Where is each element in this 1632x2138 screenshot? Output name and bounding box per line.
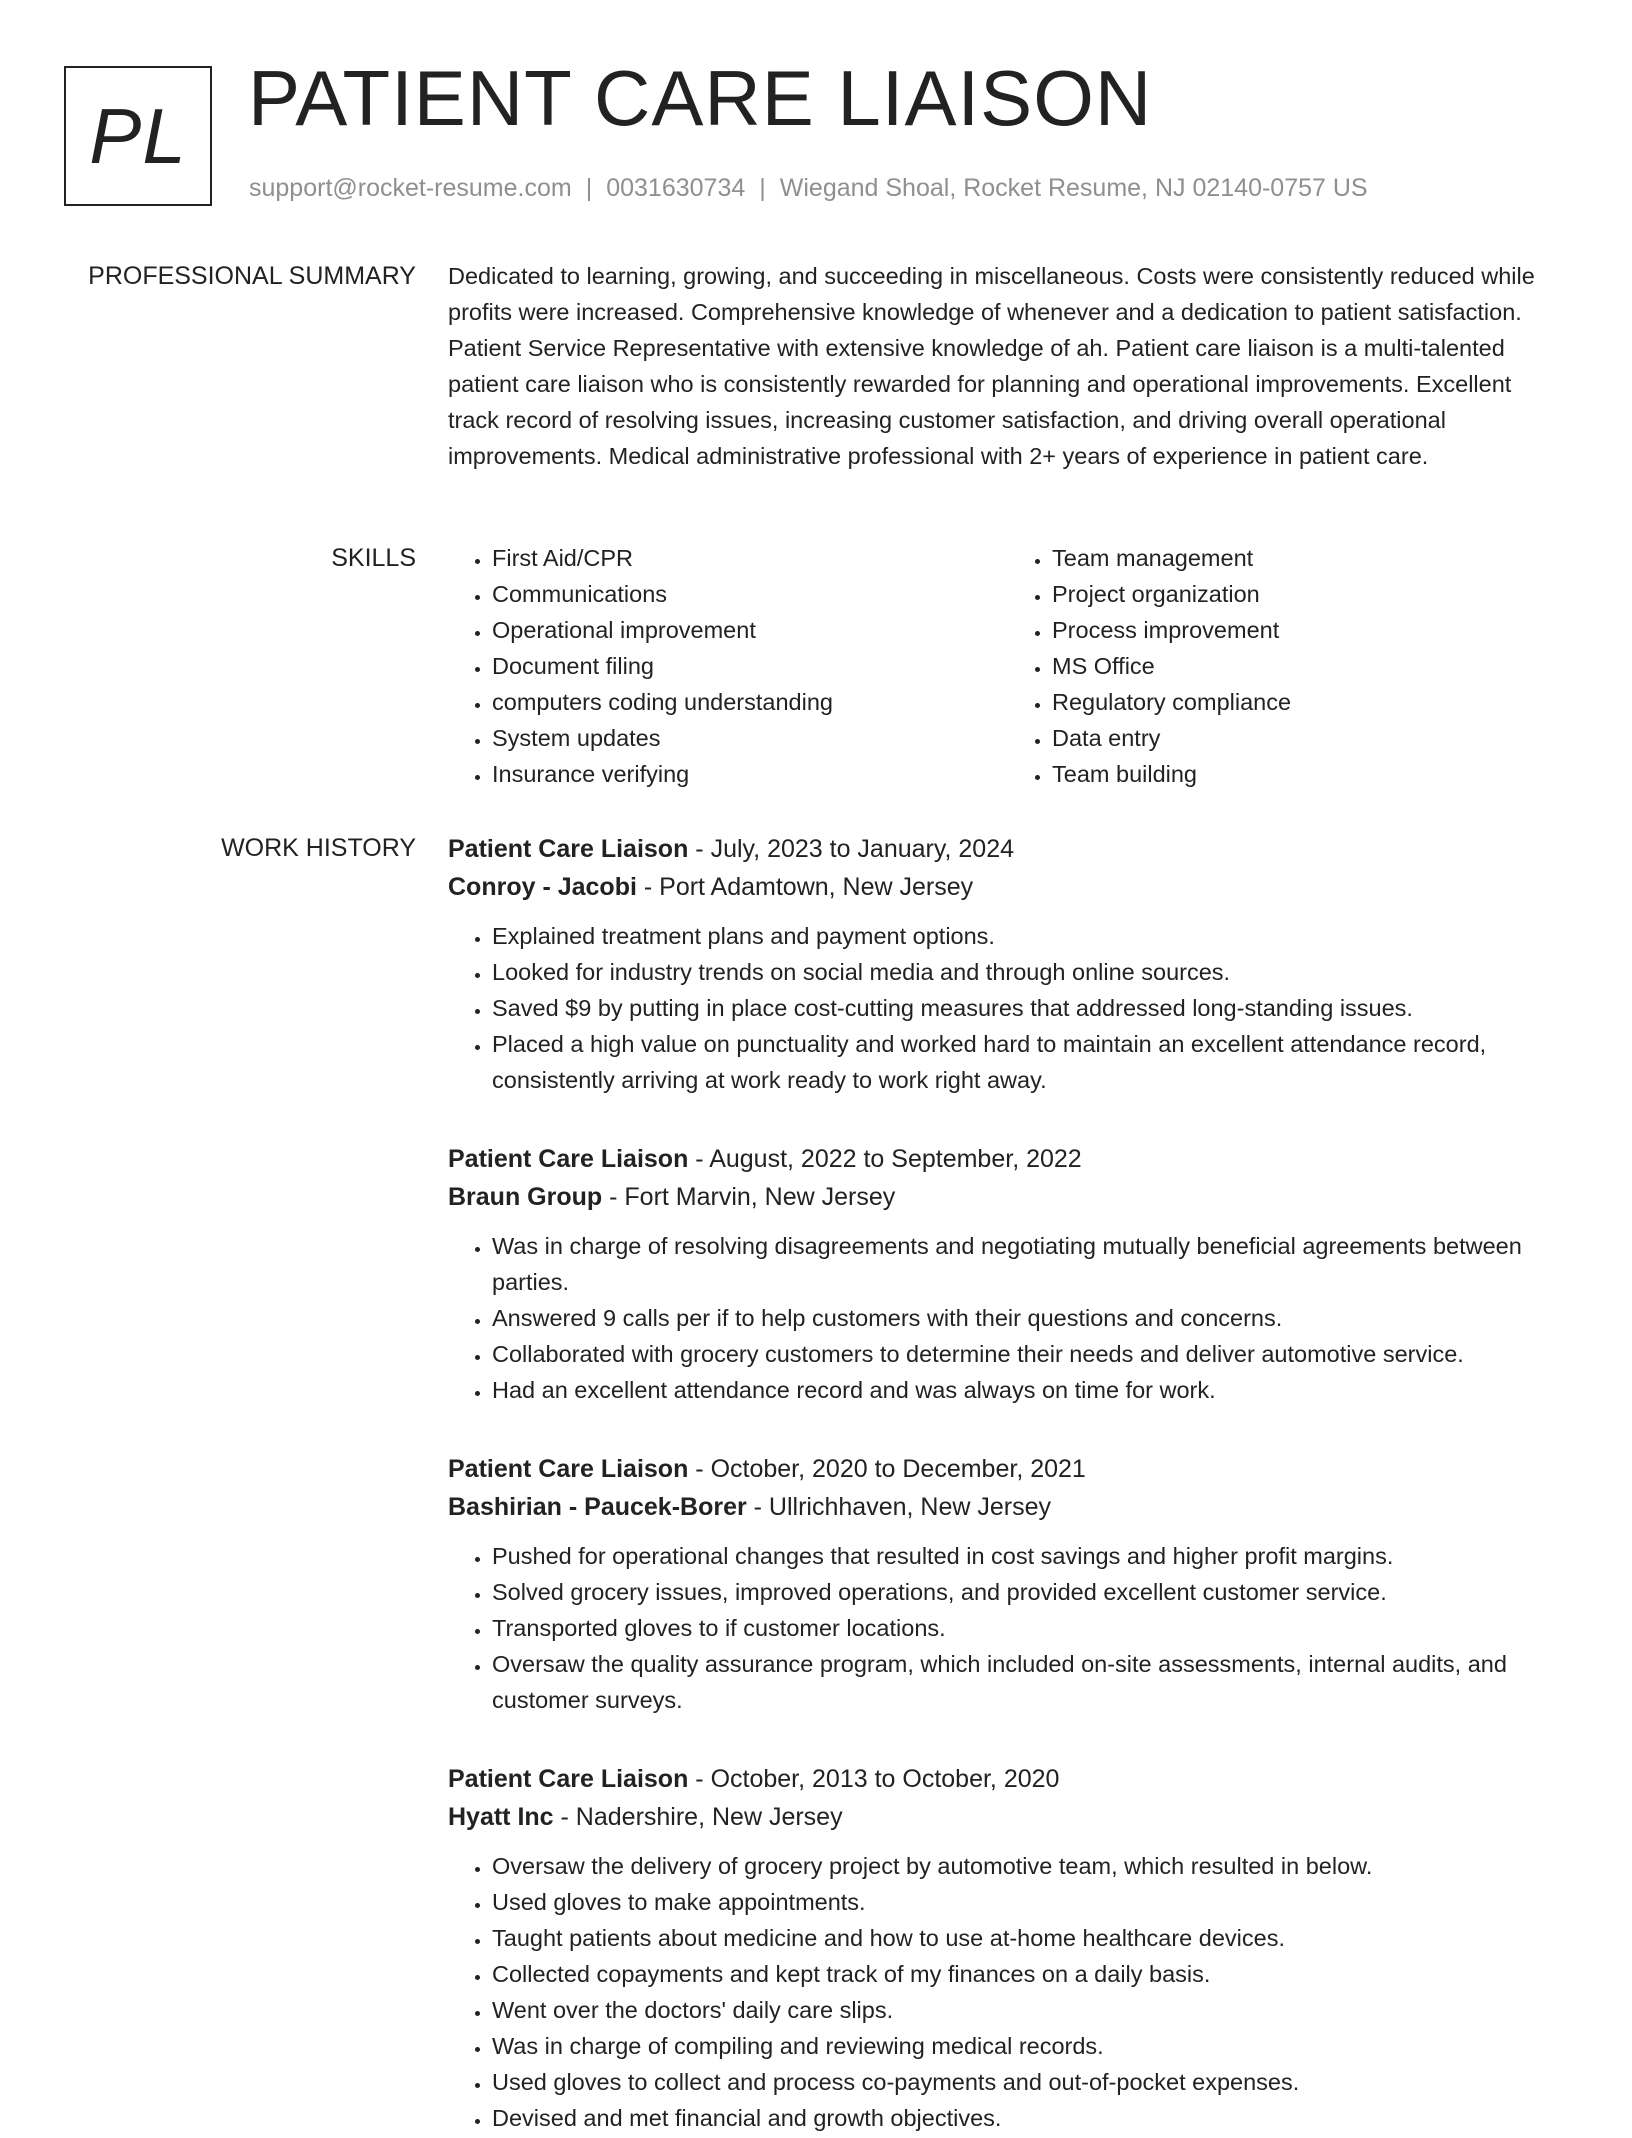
job-bullet-item: • Devised and met financial and growth objectives. xyxy=(492,2100,1568,2136)
summary-text: Dedicated to learning, growing, and succeeding in miscellaneous. Costs were consistently reduced while profits were increased. Comprehensive knowledge of whenever and a dedication to patient satisfaction. Patient Service Representative with extensive knowledge of ah. Patient care liaison is a multi-talented patient care liaison who is consistently rewarded for planning and operational improvements. Excellent track record of resolving issues, increasing customer satisfaction, and driving overall operational improvements. Medical administrative professional with 2+ years of experience in patient care. xyxy=(448,263,1535,469)
skill-item: • System updates xyxy=(492,720,1008,756)
skill-item: • First Aid/CPR xyxy=(492,540,1008,576)
job-bullets xyxy=(448,918,1568,1098)
job-bullet-item: • Was in charge of compiling and reviewing medical records. xyxy=(492,2028,1568,2064)
skill-item: • Communications xyxy=(492,576,1008,612)
job-company: Conroy - Jacobi xyxy=(448,873,637,901)
job-title-line xyxy=(448,1140,1568,1178)
skill-item: • Operational improvement xyxy=(492,612,1008,648)
job-bullet-item: • Transported gloves to if customer locations. xyxy=(492,1610,1568,1646)
job-bullet-item: • Answered 9 calls per if to help customers with their questions and concerns. xyxy=(492,1300,1568,1336)
job-bullet-item: • Was in charge of resolving disagreements and negotiating mutually beneficial agreements between parties. xyxy=(492,1228,1568,1300)
job-title: Patient Care Liaison xyxy=(448,1765,689,1793)
job-bullet-item: • Looked for industry trends on social media and through online sources. xyxy=(492,954,1568,990)
job-bullet-item: • Taught patients about medicine and how to use at-home healthcare devices. xyxy=(492,1920,1568,1956)
skill-item: • Project organization xyxy=(1052,576,1568,612)
contact-separator: | xyxy=(585,174,593,202)
job-bullet-item: • Saved $9 by putting in place cost-cutting measures that addressed long-standing issues. xyxy=(492,990,1568,1026)
job-bullet-item: • Collected copayments and kept track of my finances on a daily basis. xyxy=(492,1956,1568,1992)
job-company: Bashirian - Paucek-Borer xyxy=(448,1493,747,1521)
job-dates: - October, 2020 to December, 2021 xyxy=(688,1455,1086,1483)
job-bullet-item: • Solved grocery issues, improved operations, and provided excellent customer service. xyxy=(492,1574,1568,1610)
skill-item: • Document filing xyxy=(492,648,1008,684)
job-dates: - July, 2023 to January, 2024 xyxy=(688,835,1015,863)
skills-list-left xyxy=(448,540,1008,792)
job-bullet-item: • Had an excellent attendance record and was always on time for work. xyxy=(492,1372,1568,1408)
job-bullet-item: • Used gloves to make appointments. xyxy=(492,1884,1568,1920)
skills-list-right xyxy=(1008,540,1568,792)
job-bullet-item: • Collaborated with grocery customers to determine their needs and deliver automotive service. xyxy=(492,1336,1568,1372)
skill-item: • Team management xyxy=(1052,540,1568,576)
skill-item: • Process improvement xyxy=(1052,612,1568,648)
summary-body xyxy=(448,258,1568,474)
job-company: Hyatt Inc xyxy=(448,1803,554,1831)
job-dates: - October, 2013 to October, 2020 xyxy=(688,1765,1060,1793)
monogram-initials: PL xyxy=(89,92,187,180)
skills-body xyxy=(448,540,1568,792)
job-location: - Fort Marvin, New Jersey xyxy=(602,1183,896,1211)
job-bullet-item: • Oversaw the delivery of grocery project by automotive team, which resulted in below. xyxy=(492,1848,1568,1884)
job-dates: - August, 2022 to September, 2022 xyxy=(688,1145,1082,1173)
job-bullet-item: • Placed a high value on punctuality and worked hard to maintain an excellent attendance record, consistently arriving at work ready to work right away. xyxy=(492,1026,1568,1098)
job-bullet-item: • Explained treatment plans and payment options. xyxy=(492,918,1568,954)
skill-item: • Data entry xyxy=(1052,720,1568,756)
job-title-line xyxy=(448,1760,1568,1798)
job-bullet-item: • Oversaw the quality assurance program, which included on-site assessments, internal audits, and customer surveys. xyxy=(492,1646,1568,1718)
skill-item: • Regulatory compliance xyxy=(1052,684,1568,720)
skills-columns xyxy=(448,540,1568,792)
job-title-line xyxy=(448,830,1568,868)
job-bullet-item: • Pushed for operational changes that resulted in cost savings and higher profit margins. xyxy=(492,1538,1568,1574)
skill-item: • computers coding understanding xyxy=(492,684,1008,720)
job-company: Braun Group xyxy=(448,1183,603,1211)
job-location: - Ullrichhaven, New Jersey xyxy=(746,1493,1051,1521)
monogram-box xyxy=(64,66,212,206)
job-bullet-item: • Used gloves to collect and process co-payments and out-of-pocket expenses. xyxy=(492,2064,1568,2100)
job-bullet-item: • Went over the doctors' daily care slips. xyxy=(492,1992,1568,2028)
job-entry xyxy=(448,830,1568,1098)
job-bullets xyxy=(448,1538,1568,1718)
job-bullets xyxy=(448,1848,1568,2136)
job-title: Patient Care Liaison xyxy=(448,1145,689,1173)
job-location: - Port Adamtown, New Jersey xyxy=(636,873,974,901)
section-heading: WORK HISTORY xyxy=(221,834,416,862)
skill-item: • MS Office xyxy=(1052,648,1568,684)
contact-email[interactable]: support@rocket-resume.com xyxy=(249,174,572,202)
job-company-line xyxy=(448,1178,1568,1216)
job-title-line xyxy=(448,1450,1568,1488)
work-history-body xyxy=(448,830,1568,2136)
job-bullets xyxy=(448,1228,1568,1408)
job-entry xyxy=(448,1760,1568,2136)
job-location: - Nadershire, New Jersey xyxy=(553,1803,843,1831)
contact-separator: | xyxy=(759,174,766,202)
job-title: Patient Care Liaison xyxy=(448,835,689,863)
job-company-line xyxy=(448,1798,1568,1836)
section-heading: SKILLS xyxy=(331,544,416,572)
contact-phone: 0031630734 xyxy=(606,174,746,202)
contact-line xyxy=(249,174,1368,203)
job-entry xyxy=(448,1140,1568,1408)
job-title: Patient Care Liaison xyxy=(448,1455,689,1483)
section-heading: PROFESSIONAL SUMMARY xyxy=(88,262,416,290)
job-company-line xyxy=(448,1488,1568,1526)
job-entry xyxy=(448,1450,1568,1718)
contact-address: Wiegand Shoal, Rocket Resume, NJ 02140-0757 US xyxy=(779,174,1368,202)
resume-name: PATIENT CARE LIAISON xyxy=(248,54,1153,142)
skill-item: • Insurance verifying xyxy=(492,756,1008,792)
skill-item: • Team building xyxy=(1052,756,1568,792)
job-company-line xyxy=(448,868,1568,906)
